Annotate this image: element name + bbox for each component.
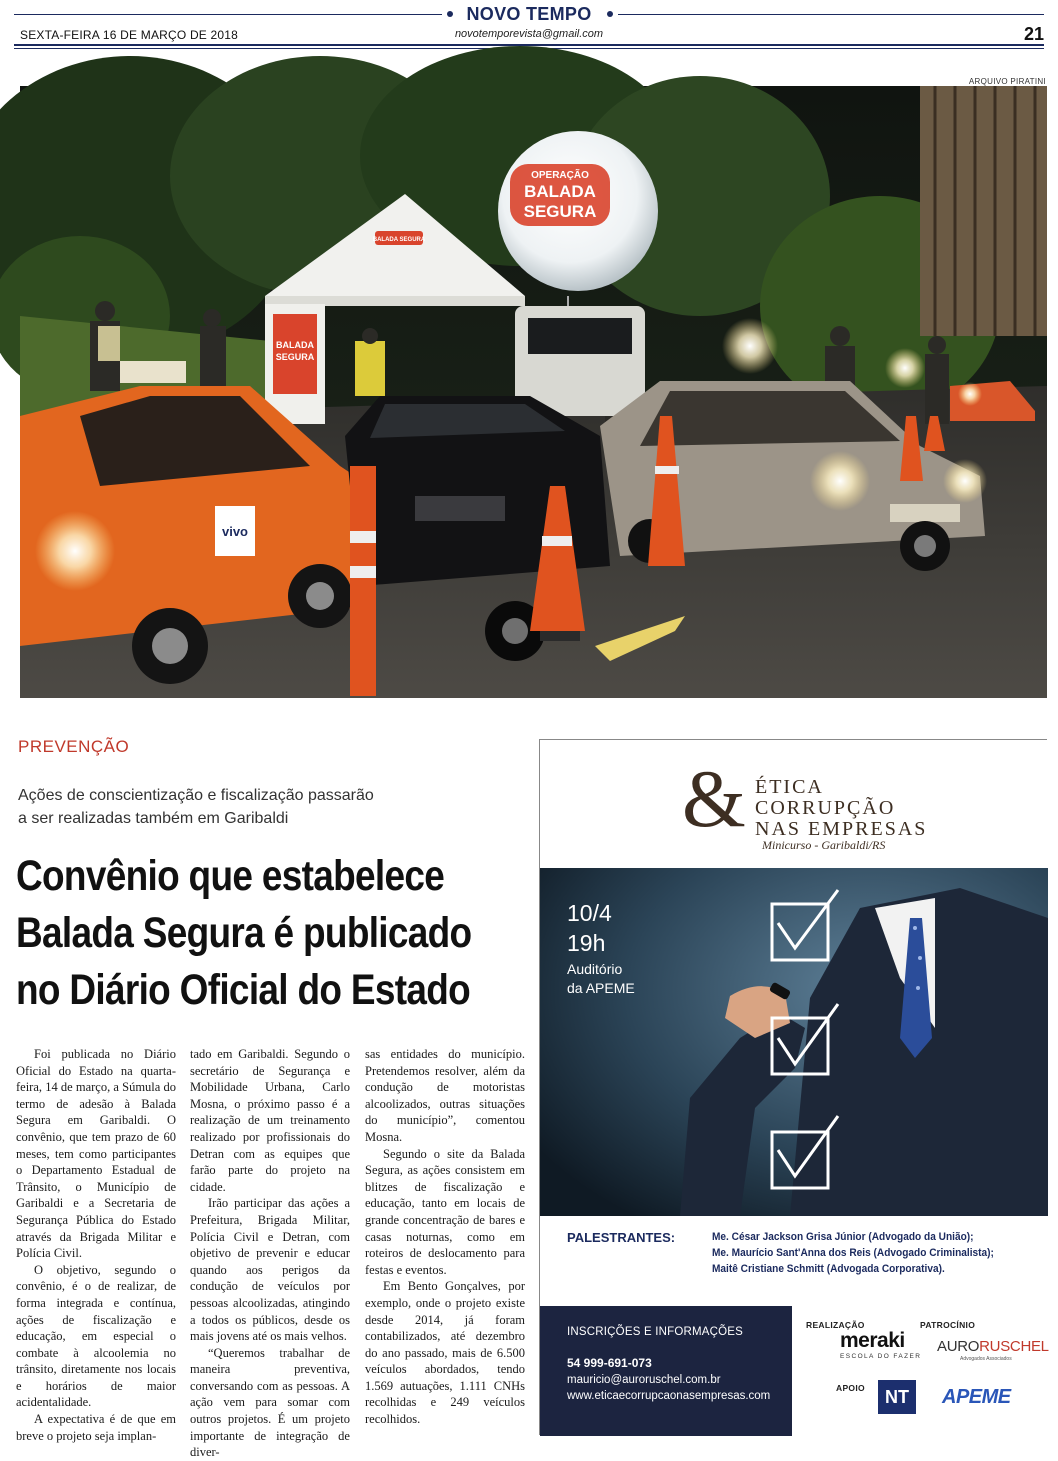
contact-label: INSCRIÇÕES E INFORMAÇÕES xyxy=(567,1326,744,1338)
banner-text-2: SEGURA xyxy=(275,352,315,362)
contact-email-link[interactable]: mauricio@auroruschel.com.br xyxy=(567,1374,721,1386)
masthead: NOVO TEMPO xyxy=(466,4,592,24)
lead-photo xyxy=(20,86,1047,698)
auroruschel-tagline: Advogados Associados xyxy=(960,1356,1012,1362)
auroruschel-logo xyxy=(937,1338,1049,1355)
apeme-logo: APEME xyxy=(942,1386,1011,1408)
page-number: 21 xyxy=(1023,24,1044,44)
ruschel-part: RUSCHEL xyxy=(979,1338,1049,1355)
headline-line: Balada Segura é publicado xyxy=(16,909,472,957)
speaker-name: Me. César Jackson Grisa Júnior (Advogado da União); xyxy=(712,1231,974,1243)
paragraph: Irão participar das ações a Prefeitura, Brigada Militar, Polícia Civil e Detran, com objetivo de prevenir e educar quando aos perigos da condução de veículos por pessoas alcoolizadas, atingindo a todos os públicos, desde os mais jovens até os mais velhos. xyxy=(190,1196,350,1344)
patrocinio-label: PATROCÍNIO xyxy=(920,1320,976,1330)
ad-date: 10/4 xyxy=(567,900,612,926)
ad-title-block xyxy=(540,740,1048,868)
night-checkpoint-illustration xyxy=(20,86,1047,698)
ad-time: 19h xyxy=(567,930,606,956)
ampersand-logo: & xyxy=(682,753,746,844)
banner-text-1: BALADA xyxy=(276,340,314,350)
paragraph: sas entidades do município. Pretendemos resolver, além da condução de motoristas alcoolizados, outras situações do município”, comentou Mosna. xyxy=(365,1047,525,1144)
ad-title-line: ÉTICA xyxy=(755,776,824,798)
nt-logo: NT xyxy=(878,1380,916,1414)
auro-part: AURO xyxy=(937,1338,980,1355)
meraki-logo: meraki xyxy=(840,1329,905,1352)
contact-phone[interactable]: 54 999-691-073 xyxy=(567,1356,652,1370)
issue-date: SEXTA-FEIRA 16 DE MARÇO DE 2018 xyxy=(20,28,239,42)
ad-subtitle: Minicurso - Garibaldi/RS xyxy=(762,838,886,852)
tent-text: BALADA SEGURA xyxy=(372,237,426,243)
headline-line: no Diário Oficial do Estado xyxy=(16,966,471,1014)
realizacao-label: REALIZAÇÃO xyxy=(806,1320,865,1330)
header-divider xyxy=(14,44,1044,46)
paragraph: Foi publicada no Diário Oficial do Estado na quarta-feira, 14 de março, a Súmula do termo de adesão à Balada Segura em Garibaldi. O convênio, que tem prazo de 60 meses, tem como participantes o Departamento Estadual de Trânsito, o Município de Garibaldi e a Secretaria de Segurança Pública do Estado através da Brigada Militar e Polícia Civil. xyxy=(16,1047,176,1261)
article-headline xyxy=(16,848,472,1019)
body-column-1 xyxy=(16,1046,176,1444)
section-kicker: PREVENÇÃO xyxy=(18,737,130,756)
article-subtitle xyxy=(18,784,518,830)
body-column-3 xyxy=(365,1046,525,1428)
paragraph: Segundo o site da Balada Segura, as ações consistem em blitzes de fiscalização e educação, tanto em locais de grande concentração de bares e casas noturnas, como em roteiros de deslocamento para festas e eventos. xyxy=(365,1146,525,1277)
paragraph: O objetivo, segundo o convênio, é o de realizar, de forma integrada e contínua, ações de fiscalização e educação, em especial o combate à alcoolemia no trânsito, diretamente nos locais e horários de maior acidentalidade. xyxy=(16,1262,176,1410)
event-advertisement[interactable] xyxy=(539,739,1047,1435)
ad-venue-line: Auditório xyxy=(567,961,623,977)
headline-line: Convênio que estabelece xyxy=(16,852,445,900)
contact-email[interactable]: novotemporevista@gmail.com xyxy=(454,28,604,40)
meraki-tagline: ESCOLA DO FAZER xyxy=(840,1353,922,1360)
article-body xyxy=(16,1046,528,1460)
paragraph: A expectativa é de que em breve o projeto seja implan- xyxy=(16,1412,176,1443)
subtitle-line: Ações de conscientização e fiscalização passarão xyxy=(18,787,374,804)
apoio-label: APOIO xyxy=(836,1383,865,1393)
businessman-checklist-illustration xyxy=(540,868,1048,1216)
speakers-label: PALESTRANTES: xyxy=(567,1230,676,1245)
speakers-block xyxy=(540,1216,1048,1306)
ad-title-line: CORRUPÇÃO xyxy=(755,797,896,819)
header-dot-right xyxy=(607,11,613,17)
ad-venue-line: da APEME xyxy=(567,980,635,996)
speaker-name: Maitê Cristiane Schmitt (Advogada Corporativa). xyxy=(712,1263,945,1275)
speaker-name: Me. Maurício Sant'Anna dos Reis (Advogado Criminalista); xyxy=(712,1247,994,1259)
paragraph: Em Bento Gonçalves, por exemplo, onde o projeto existe desde 2014, já foram contabilizados, até dezembro do ano passado, mais de 6.500 veículos abordados, tendo 1.569 autuações, 1.111 CNHs recolhidas e 249 veículos recolhidos. xyxy=(365,1279,525,1427)
sponsors-block xyxy=(792,1306,1048,1436)
subtitle-line: a ser realizadas também em Garibaldi xyxy=(18,810,289,827)
ad-businessman-image xyxy=(540,868,1048,1216)
body-column-2 xyxy=(190,1046,350,1461)
balloon-text-1: OPERAÇÃO xyxy=(531,170,589,181)
taxi-door-text: vivo xyxy=(221,524,249,539)
photo-credit: ARQUIVO PIRATINI xyxy=(968,77,1046,86)
balloon-text-3: SEGURA xyxy=(523,202,597,221)
paragraph: “Queremos trabalhar de maneira preventiva, conversando com as pessoas. A ação vem para somar com outros projetos. É um projeto importante de integração de diver- xyxy=(190,1345,350,1460)
ad-title-line: NAS EMPRESAS xyxy=(755,818,928,840)
header-rule-right xyxy=(618,14,1044,15)
contact-block xyxy=(540,1306,792,1436)
balloon-text-2: BALADA xyxy=(524,182,596,201)
paragraph: tado em Garibaldi. Segundo o secretário de Segurança e Mobilidade Urbana, Carlo Mosna, o próximo passo é a realização de um treinamento realizado por profissionais do Detran com as equipes que farão parte do projeto na cidade. xyxy=(190,1047,350,1194)
website-link[interactable]: www.eticaecorrupcaonasempresas.com xyxy=(567,1390,771,1402)
